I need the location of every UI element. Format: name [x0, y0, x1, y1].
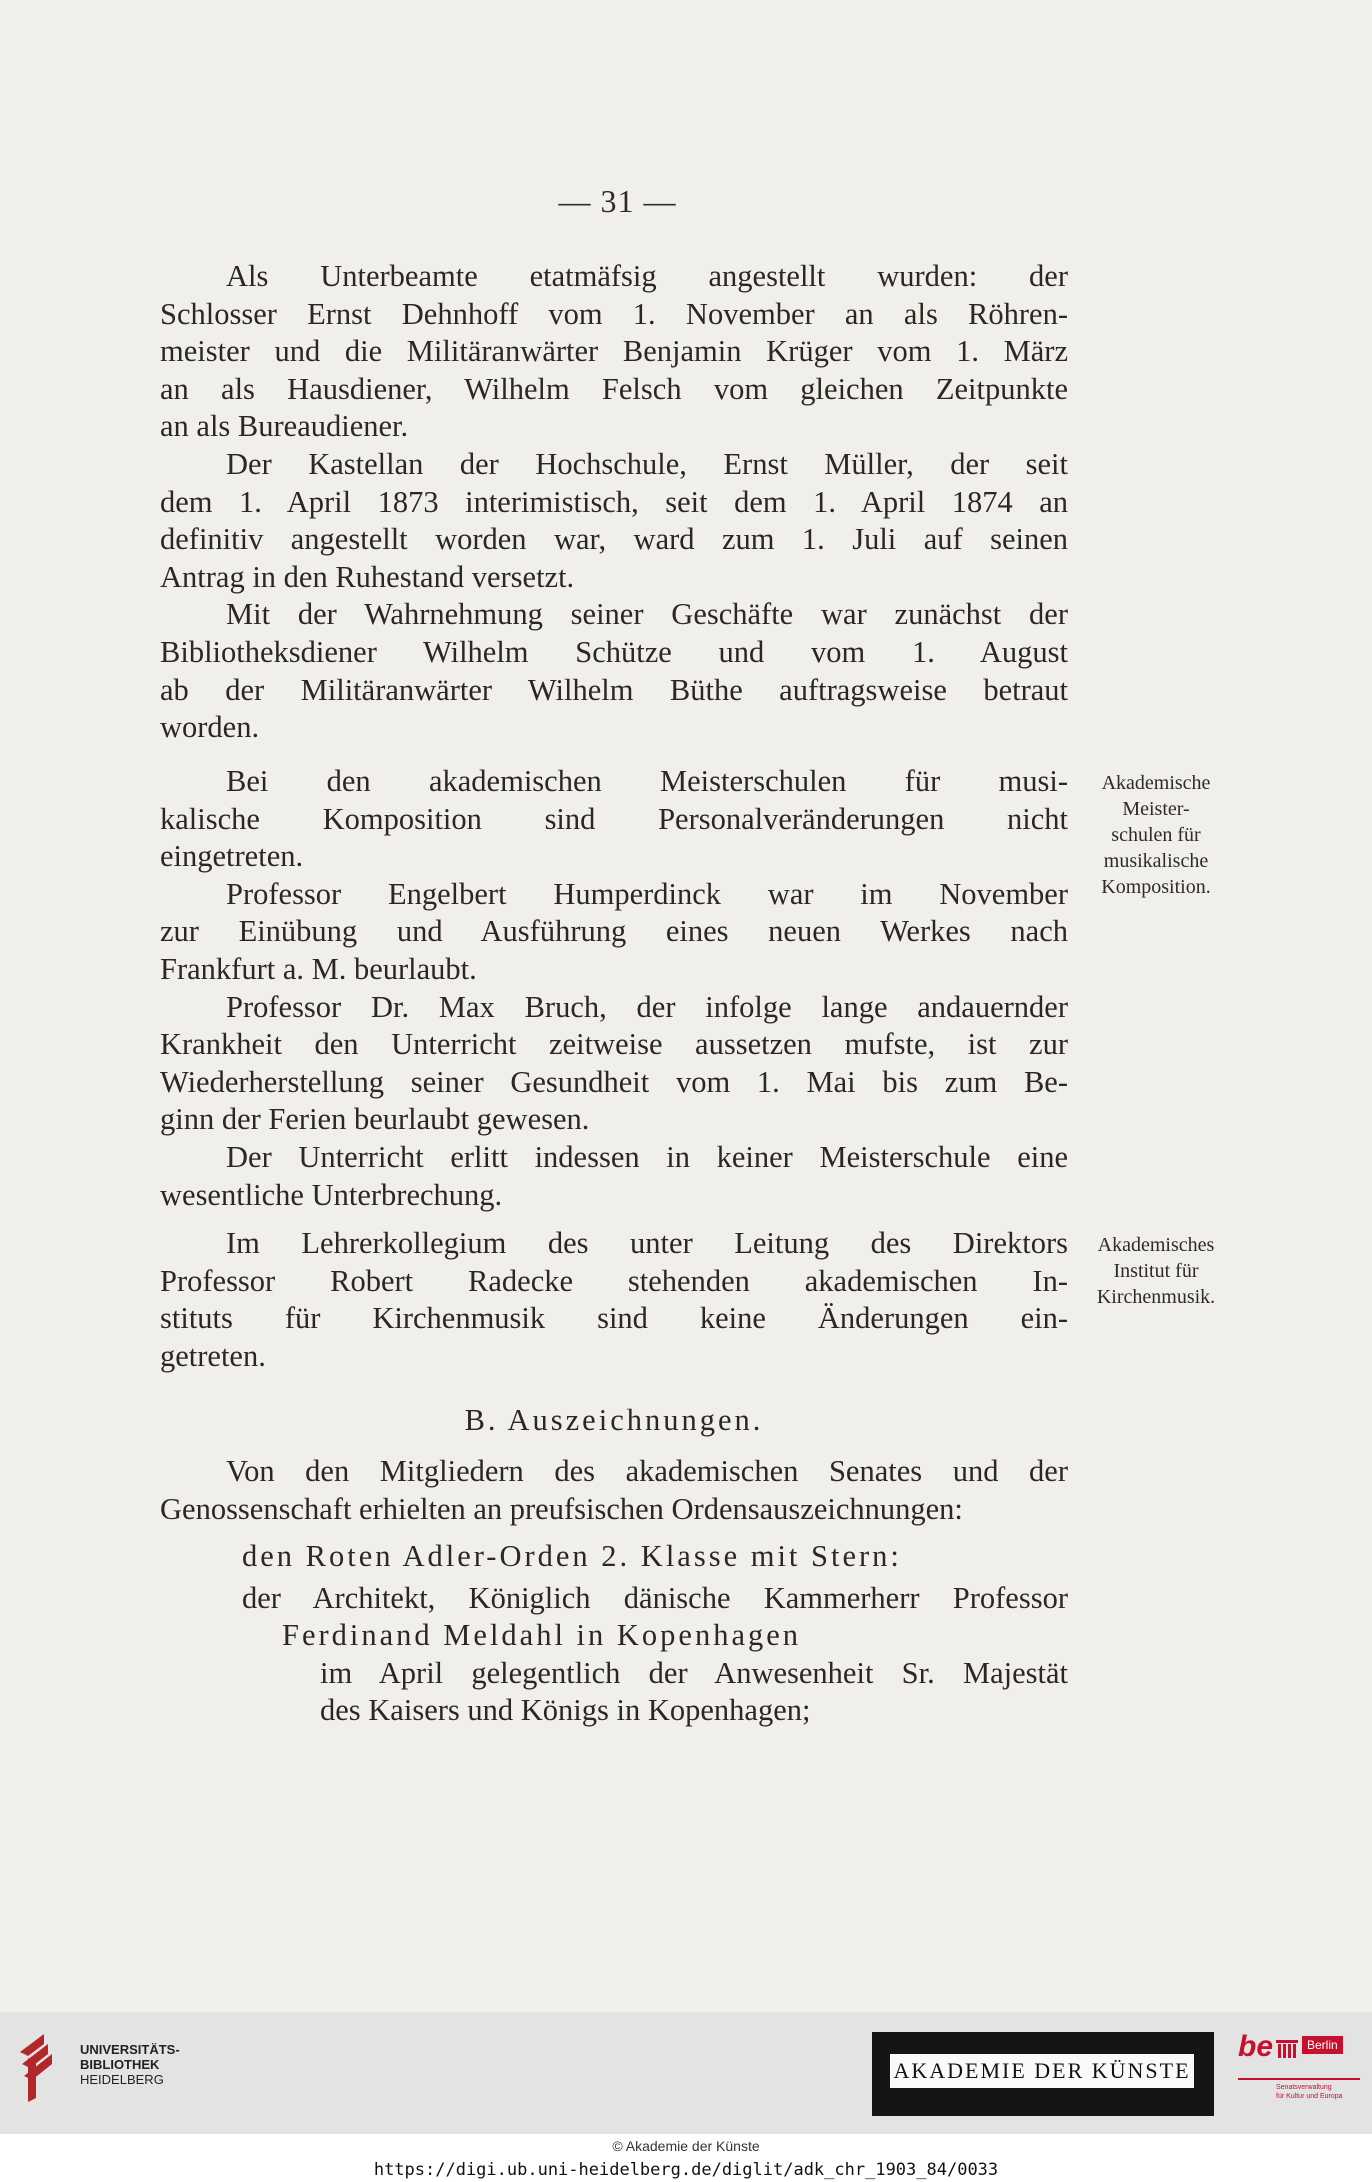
text-line: Bibliotheksdiener Wilhelm Schütze und vom 1. August: [160, 634, 1068, 669]
occasion-line: im April gelegentlich der Anwesenheit Sr. Majestät: [320, 1655, 1068, 1690]
text-line: an als Hausdiener, Wilhelm Felsch vom gleichen Zeitpunkte: [160, 371, 1068, 406]
footer-band: [0, 2012, 1372, 2134]
text-line: kalische Komposition sind Personalveränderungen nicht: [160, 801, 1068, 836]
text-line: an als Bureaudiener.: [160, 409, 409, 444]
text-line: zur Einübung und Ausführung eines neuen Werkes nach: [160, 914, 1068, 949]
section-staff-changes: [160, 258, 1068, 747]
text-line: dem 1. April 1873 interimistisch, seit dem 1. April 1874 an: [160, 484, 1068, 519]
text-line: Als Unterbeamte etatmäfsig angestellt wurden: der: [226, 259, 1068, 293]
bein-berlin-logo: [1236, 2028, 1362, 2108]
text-line: ginn der Ferien beurlaubt gewesen.: [160, 1102, 590, 1137]
ub-heidelberg-logo-icon: [14, 2028, 70, 2108]
margin-note-line: Akademische: [1101, 772, 1211, 794]
text-line: Im Lehrerkollegium des unter Leitung des Direktors: [226, 1226, 1068, 1260]
text-line: Frankfurt a. M. beurlaubt.: [160, 951, 477, 986]
text-line: Krankheit den Unterricht zeitweise aussetzen mufste, ist zur: [160, 1027, 1068, 1062]
adk-logo: [872, 2032, 1214, 2116]
margin-note-kirchenmusik: [1076, 1232, 1236, 1310]
text-line: wesentliche Unterbrechung.: [160, 1177, 503, 1212]
text-line: Von den Mitgliedern des akademischen Senates und der: [226, 1454, 1068, 1488]
library-line: BIBLIOTHEK: [80, 2057, 160, 2072]
award-list: [160, 1538, 1068, 1730]
text-line: meister und die Militäranwärter Benjamin Krüger vom 1. März: [160, 334, 1068, 369]
text-line: Wiederherstellung seiner Gesundheit vom 1. Mai bis zum Be-: [160, 1064, 1068, 1099]
text-line: definitiv angestellt worden war, ward zum 1. Juli auf seinen: [160, 522, 1068, 557]
library-line: HEIDELBERG: [80, 2072, 164, 2087]
section-meisterschulen: [160, 763, 1068, 1214]
library-line: UNIVERSITÄTS-: [80, 2042, 180, 2057]
bein-divider: [1238, 2078, 1360, 2080]
text-line: Der Kastellan der Hochschule, Ernst Müller, der seit: [226, 446, 1068, 481]
margin-note-line: schulen für: [1111, 824, 1201, 846]
text-line: Professor Robert Radecke stehenden akademischen In-: [160, 1263, 1068, 1298]
text-line: Der Unterricht erlitt indessen in keiner Meisterschule eine: [226, 1139, 1068, 1174]
recipient-line: der Architekt, Königlich dänische Kammerherr Professor: [242, 1580, 1068, 1615]
document-url-link[interactable]: https://digi.ub.uni-heidelberg.de/diglit/adk_chr_1903_84/0033: [373, 2160, 999, 2180]
award-title: den Roten Adler-Orden 2. Klasse mit Stern:: [242, 1539, 902, 1573]
text-line: getreten.: [160, 1338, 266, 1373]
adk-logo-label: AKADEMIE DER KÜNSTE: [890, 2054, 1194, 2088]
margin-note-line: Meister-: [1122, 798, 1190, 820]
text-line: eingetreten.: [160, 839, 304, 874]
occasion-line: des Kaisers und Königs in Kopenhagen;: [320, 1693, 811, 1728]
berlin-badge: Berlin: [1302, 2036, 1343, 2054]
text-line: Bei den akademischen Meisterschulen für musi-: [226, 764, 1068, 798]
text-line: Professor Engelbert Humperdinck war im November: [226, 876, 1068, 911]
text-line: worden.: [160, 710, 260, 745]
margin-note-line: musikalische: [1103, 850, 1209, 872]
text-line: Professor Dr. Max Bruch, der infolge lange andauernder: [226, 989, 1068, 1024]
section-kirchenmusik: [160, 1225, 1068, 1375]
bein-logo-text: be: [1238, 2030, 1274, 2063]
bein-subtitle: Senatsverwaltung: [1276, 2084, 1332, 2091]
margin-note-line: Kirchenmusik.: [1096, 1286, 1216, 1308]
margin-note-line: Institut für: [1113, 1260, 1199, 1282]
margin-note-meisterschulen: [1076, 770, 1236, 900]
section-heading: B. Auszeichnungen.: [464, 1403, 764, 1437]
text-line: Antrag in den Ruhestand versetzt.: [160, 559, 575, 594]
text-line: Schlosser Ernst Dehnhoff vom 1. November an als Röhren-: [160, 296, 1068, 331]
library-name: [80, 2042, 180, 2087]
text-line: Mit der Wahrnehmung seiner Geschäfte war zunächst der: [226, 597, 1068, 632]
bein-subtitle: für Kultur und Europa: [1276, 2093, 1343, 2100]
text-line: Genossenschaft erhielten an preufsischen Ordensauszeichnungen:: [160, 1491, 963, 1526]
footer: [0, 2012, 1372, 2182]
section-auszeichnungen: [160, 1453, 1068, 1528]
margin-note-line: Komposition.: [1101, 876, 1211, 898]
recipient-name: Ferdinand Meldahl in Kopenhagen: [282, 1618, 802, 1653]
margin-note-line: Akademisches: [1097, 1234, 1215, 1256]
copyright-text: © Akademie der Künste: [612, 2138, 760, 2154]
bein-building-icon: [1276, 2038, 1298, 2060]
page-number: — 31 —: [558, 183, 677, 219]
text-line: stituts für Kirchenmusik sind keine Änderungen ein-: [160, 1301, 1068, 1336]
text-line: ab der Militäranwärter Wilhelm Büthe auftragsweise betraut: [160, 672, 1068, 707]
